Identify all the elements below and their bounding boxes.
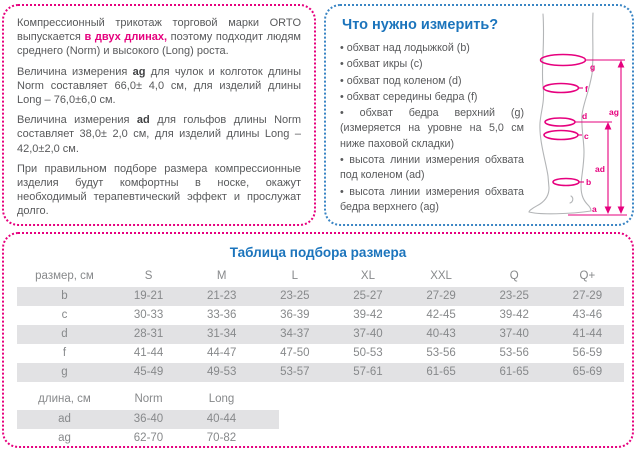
cell: 36-40 [112, 410, 185, 429]
cell: 37-40 [478, 325, 551, 344]
row-label: c [61, 309, 68, 321]
header-L: L [291, 270, 299, 282]
header-length-cm: длина, см [38, 393, 91, 405]
cell-spacer [258, 410, 279, 429]
height-arrow-ad [605, 122, 612, 214]
measure-box-title: Что нужно измерить? [342, 17, 499, 33]
cell: 33-36 [206, 309, 237, 321]
size-table [17, 266, 624, 382]
cell: 61-65 [478, 363, 551, 382]
size-row-f [17, 344, 624, 363]
cell: 39-42 [353, 309, 383, 321]
header-M: M [216, 270, 227, 282]
cell: 25-27 [331, 287, 404, 306]
bullet-calf-girth: • обхват икры (c) [340, 57, 524, 72]
cell: 27-29 [405, 287, 478, 306]
size-table-title: Таблица подбора размера [229, 245, 407, 260]
girth-ellipse-g [541, 55, 586, 66]
cell: 61-65 [405, 363, 478, 382]
cell: 50-53 [353, 347, 383, 359]
cell-spacer [258, 429, 279, 448]
leg-measurement-diagram [526, 12, 630, 218]
bullet-below-knee-girth: • обхват под коленом (d) [340, 74, 524, 89]
info-paragraph-4: При правильном подборе размера компрессионные изделия будут комфортны в носке, окажут необходимый терапевтический эффект и прослужат долго. [17, 162, 301, 218]
header-XXL: XXL [430, 270, 452, 282]
measurement-ellipses [541, 55, 586, 186]
measure-bullet-list [340, 41, 524, 215]
cell: 53-56 [499, 347, 529, 359]
length-row-ad [17, 410, 279, 429]
cell: 30-33 [133, 309, 164, 321]
row-label: ad [17, 410, 112, 429]
cell: 28-31 [112, 325, 185, 344]
label-g: g [590, 62, 596, 72]
cell: 65-69 [551, 363, 624, 382]
size-row-b [17, 287, 624, 306]
cell: 45-49 [112, 363, 185, 382]
length-table-header-row [17, 389, 279, 410]
info-paragraph-1: Компрессионный трикотаж торговой марки ORTO выпускается в двух длинах, поэтому подходит людям среднего (Norm) и высокого (Long) роста. [17, 17, 301, 58]
cell: 42-45 [426, 309, 456, 321]
cell: 57-61 [331, 363, 404, 382]
cell: 43-46 [572, 309, 603, 321]
cell: 70-82 [206, 432, 237, 444]
cell: 53-56 [426, 347, 456, 359]
girth-ellipse-b [553, 179, 579, 186]
leg-labels [582, 62, 619, 214]
bullet-height-ad: • высота линии измерения обхвата под коленом (ad) [340, 153, 524, 184]
header-spacer [258, 389, 279, 410]
header-size-cm: размер, см [35, 270, 94, 282]
bullet-ankle-girth: • обхват над лодыжкой (b) [340, 41, 524, 56]
label-f: f [585, 84, 588, 94]
header-Q: Q [509, 270, 519, 282]
cell: 36-39 [280, 309, 310, 321]
label-b: b [586, 177, 592, 187]
size-row-g [17, 363, 624, 382]
cell: 47-50 [280, 347, 310, 359]
girth-ellipse-c [544, 131, 578, 140]
size-table-header-row [17, 266, 624, 287]
header-XL: XL [360, 270, 375, 282]
size-table-box [2, 232, 634, 448]
info-paragraph-3: Величина измерения ad для гольфов длины Norm составляет 38,0± 2,0 см, для изделий длины Long – 42,0±2,0 см. [17, 114, 301, 155]
row-label: ag [58, 432, 71, 444]
cell: 40-44 [185, 410, 258, 429]
label-c: c [584, 131, 589, 141]
header-S: S [144, 270, 153, 282]
cell: 49-53 [185, 363, 258, 382]
cell: 40-43 [405, 325, 478, 344]
ankle-bone-mark [570, 196, 573, 203]
label-a: a [592, 204, 597, 214]
cell: 39-42 [499, 309, 529, 321]
label-d: d [582, 111, 588, 121]
length-row-ag [17, 429, 279, 448]
cell: 44-47 [206, 347, 237, 359]
bullet-mid-thigh-girth: • обхват середины бедра (f) [340, 90, 524, 105]
bullet-height-ag: • высота линии измерения обхвата бедра верхнего (ag) [340, 185, 524, 216]
row-label: d [17, 325, 112, 344]
info-box [2, 4, 316, 226]
girth-ellipse-d [545, 118, 575, 126]
cell: 41-44 [133, 347, 164, 359]
label-ad: ad [595, 164, 605, 174]
cell: 19-21 [112, 287, 185, 306]
header-long: Long [208, 393, 235, 405]
label-ag: ag [609, 107, 619, 117]
header-norm: Norm [134, 393, 163, 405]
size-row-c [17, 306, 624, 325]
cell: 34-37 [258, 325, 331, 344]
cell: 27-29 [551, 287, 624, 306]
cell: 23-25 [478, 287, 551, 306]
bullet-upper-thigh-girth: • обхват бедра верхний (g) (измеряется на уровне на 5,0 см ниже паховой складки) [340, 106, 524, 152]
girth-ellipse-f [544, 84, 579, 93]
cell: 41-44 [551, 325, 624, 344]
cell: 21-23 [185, 287, 258, 306]
row-label: b [17, 287, 112, 306]
cell: 31-34 [185, 325, 258, 344]
info-paragraph-2: Величина измерения ag для чулок и колготок длины Norm составляет 66,0± 4,0 см, для изделий длины Long – 76,0±6,0 см. [17, 65, 301, 107]
row-label: g [17, 363, 112, 382]
size-row-d [17, 325, 624, 344]
length-table [17, 389, 279, 448]
header-Q-plus: Q+ [579, 270, 596, 282]
cell: 62-70 [133, 432, 164, 444]
measure-box [324, 4, 634, 226]
row-label: f [62, 347, 67, 359]
cell: 23-25 [258, 287, 331, 306]
cell: 56-59 [572, 347, 603, 359]
cell: 37-40 [331, 325, 404, 344]
height-arrow-ag [618, 60, 625, 214]
cell: 53-57 [258, 363, 331, 382]
